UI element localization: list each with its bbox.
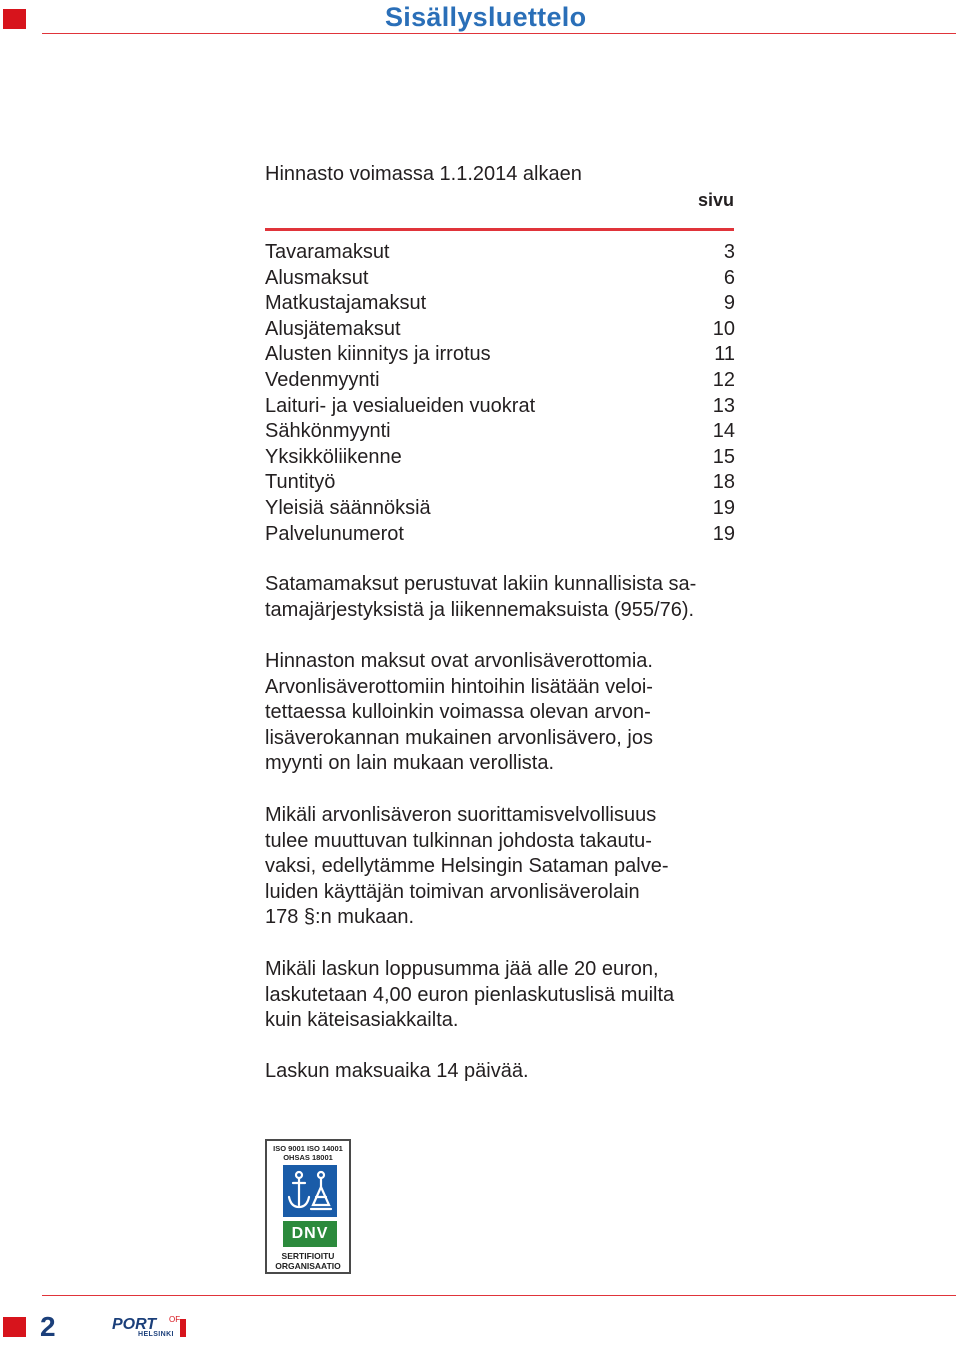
header-red-square xyxy=(3,9,26,29)
vat-paragraph xyxy=(265,649,735,777)
toc-item-page: 14 xyxy=(712,420,735,443)
cert-caption-line: ORGANISAATIO xyxy=(275,1261,341,1271)
paragraph-line: kuin käteisasiakkailta. xyxy=(265,1009,459,1032)
paragraph-line: laskutetaan 4,00 euron pienlaskutuslisä muilta xyxy=(265,983,675,1006)
toc-item-label: Alusten kiinnitys ja irrotus xyxy=(265,343,491,366)
toc-rule xyxy=(265,228,734,231)
port-of-helsinki-logo xyxy=(112,1316,192,1340)
toc-item[interactable] xyxy=(265,291,735,317)
toc-item-label: Yleisiä säännöksiä xyxy=(265,496,431,519)
cert-caption xyxy=(267,1251,349,1271)
toc-item-page: 19 xyxy=(712,522,735,545)
logo-of-text: OF xyxy=(169,1315,181,1324)
toc-item[interactable] xyxy=(265,394,735,420)
cert-caption-line: SERTIFIOITU xyxy=(281,1251,335,1261)
anchor-emblem-icon xyxy=(283,1165,337,1217)
toc-item[interactable] xyxy=(265,342,735,368)
toc-item-page: 18 xyxy=(712,471,735,494)
dnv-logo-text: DNV xyxy=(291,1225,329,1242)
header-divider xyxy=(42,33,956,34)
paragraph-line: lisäverokannan mukainen arvonlisävero, jos xyxy=(265,726,653,749)
toc-item[interactable] xyxy=(265,419,735,445)
toc-item[interactable] xyxy=(265,470,735,496)
paragraph-line: Mikäli arvonlisäveron suorittamisvelvollisuus xyxy=(265,804,657,826)
dnv-certification-badge xyxy=(265,1139,351,1274)
price-list-validity: Hinnasto voimassa 1.1.2014 alkaen xyxy=(265,163,582,185)
page-number: 2 xyxy=(40,1311,56,1342)
toc-item-page: 15 xyxy=(712,445,735,468)
toc-item-page: 10 xyxy=(712,317,735,340)
paragraph-line: Arvonlisäverottomiin hintoihin lisätään veloi- xyxy=(265,675,653,698)
paragraph-line: vaksi, edellytämme Helsingin Sataman palve- xyxy=(265,855,669,878)
toc-item-label: Yksikköliikenne xyxy=(265,445,402,468)
vat-obligation-paragraph xyxy=(265,803,735,931)
payment-terms-paragraph xyxy=(265,1059,735,1085)
paragraph-line: tulee muuttuvan tulkinnan johdosta takautu- xyxy=(265,829,652,852)
legal-basis-paragraph xyxy=(265,572,735,623)
paragraph-line: myynti on lain mukaan verollista. xyxy=(265,752,555,775)
toc-item-label: Alusmaksut xyxy=(265,266,369,289)
toc-item-page: 3 xyxy=(723,241,735,263)
toc-item-page: 11 xyxy=(714,343,735,366)
toc-item[interactable] xyxy=(265,445,735,471)
cert-standards-line: ISO 9001 ISO 14001 xyxy=(273,1144,343,1153)
small-invoice-paragraph xyxy=(265,957,735,1034)
toc-item-label: Tavaramaksut xyxy=(265,241,390,263)
toc-item[interactable] xyxy=(265,368,735,394)
toc-item[interactable] xyxy=(265,240,735,266)
logo-port-text: PORT xyxy=(112,1316,157,1333)
paragraph-line: tettaessa kulloinkin voimassa olevan arvon- xyxy=(265,701,651,724)
toc-item-label: Laituri- ja vesialueiden vuokrat xyxy=(265,394,536,417)
toc-item-page: 13 xyxy=(712,394,735,417)
footer-red-square xyxy=(3,1317,26,1337)
toc-item-page: 12 xyxy=(712,368,735,391)
toc-item[interactable] xyxy=(265,266,735,292)
paragraph-line: 178 §:n mukaan. xyxy=(265,906,414,929)
paragraph-line: tamajärjestyksistä ja liikennemaksuista (955/76). xyxy=(265,598,695,621)
toc-item-page: 9 xyxy=(723,292,735,315)
cert-standards-line: OHSAS 18001 xyxy=(283,1153,333,1162)
toc-item-label: Sähkönmyynti xyxy=(265,420,391,443)
paragraph-line: Satamamaksut perustuvat lakiin kunnallisista sa- xyxy=(265,573,697,595)
table-of-contents xyxy=(265,240,735,547)
dnv-logo xyxy=(283,1221,337,1247)
toc-item[interactable] xyxy=(265,496,735,522)
footer-divider xyxy=(42,1295,956,1296)
toc-item-page: 19 xyxy=(712,496,735,519)
toc-item-label: Vedenmyynti xyxy=(265,368,380,391)
paragraph-line: Mikäli laskun loppusumma jää alle 20 euron, xyxy=(265,958,659,980)
toc-item-label: Alusjätemaksut xyxy=(265,317,401,340)
toc-item-label: Palvelunumerot xyxy=(265,522,404,545)
toc-item-page: 6 xyxy=(723,266,735,289)
page-column-header: sivu xyxy=(697,190,734,210)
toc-item-label: Matkustajamaksut xyxy=(265,292,427,315)
paragraph-line: luiden käyttäjän toimivan arvonlisäverolain xyxy=(265,880,640,903)
paragraph-line: Laskun maksuaika 14 päivää. xyxy=(265,1060,529,1082)
logo-red-bar xyxy=(180,1319,186,1337)
cert-standards xyxy=(267,1144,349,1162)
page-title: Sisällysluettelo xyxy=(385,2,587,32)
toc-item[interactable] xyxy=(265,522,735,548)
paragraph-line: Hinnaston maksut ovat arvonlisäverottomia. xyxy=(265,650,653,672)
toc-item-label: Tuntityö xyxy=(265,471,336,494)
toc-item[interactable] xyxy=(265,317,735,343)
logo-city-text: HELSINKI xyxy=(138,1331,174,1338)
